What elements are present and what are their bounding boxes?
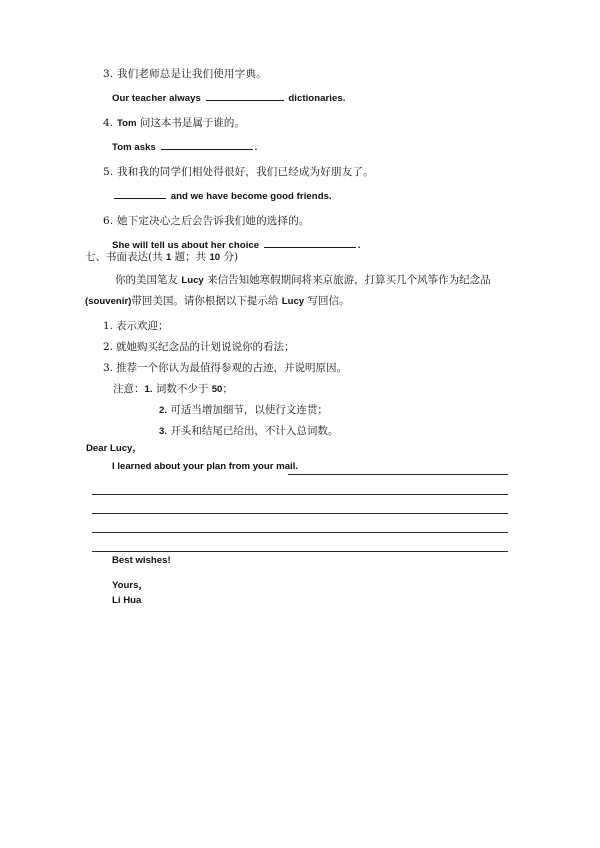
writing-prompt-line-1 [85, 270, 519, 291]
exercise-4-answer-blank[interactable] [161, 139, 253, 150]
exercise-item-3 [92, 62, 522, 111]
exercise-6-english-before: She will tell us about her choice [112, 240, 260, 251]
requirement-2-text: 就她购买纪念品的计划说说你的看法； [116, 341, 295, 353]
letter-closing-best-wishes: Best wishes! [112, 555, 171, 566]
exercise-5-english [92, 185, 522, 209]
exercise-3-answer-blank[interactable] [206, 90, 284, 101]
section-score: 10 [209, 252, 221, 263]
requirement-2-number: 2. [103, 341, 114, 353]
exercise-4-name-token: Tom [117, 118, 137, 129]
note-1-word-count: 50 [211, 384, 223, 395]
exercise-3-english [92, 87, 522, 111]
section-heading-writing [85, 249, 238, 264]
writing-prompt [85, 270, 519, 312]
exercise-4-number: 4. [103, 117, 114, 129]
letter-closing-yours: Yours， [112, 580, 149, 591]
writing-requirements-list [103, 316, 523, 379]
prompt-line1-part-a: 你的美国笔友 [115, 274, 182, 286]
exercise-item-5 [92, 160, 522, 209]
prompt-line1-part-b: 来信告知她寒假期间将来京旅游，打算买几个风筝作为纪念品 [203, 274, 491, 286]
writing-notes-block [113, 379, 513, 442]
exercise-3-english-before: Our teacher always [112, 93, 201, 104]
note-item-1 [113, 379, 513, 400]
note-1-text-b: ； [222, 383, 233, 395]
letter-writing-line-1[interactable] [92, 494, 508, 495]
prompt-penpal-name: Lucy [181, 275, 204, 286]
requirement-1-text: 表示欢迎； [116, 320, 169, 332]
section-question-count: 1 [165, 252, 172, 263]
requirement-item-2 [103, 337, 523, 358]
exercise-6-chinese-text: 她下定决心之后会告诉我们她的选择的。 [117, 215, 310, 227]
note-1-text-a: 词数不少于 [155, 383, 212, 395]
note-1-number: 1. [144, 384, 153, 395]
section-heading-prefix: 七、书面表达(共 [85, 251, 166, 263]
prompt-line2-part-b: 写回信。 [304, 295, 350, 307]
letter-writing-line-3[interactable] [92, 532, 508, 533]
exercise-3-chinese [92, 62, 522, 87]
letter-writing-line-4[interactable] [92, 551, 508, 552]
requirement-item-1 [103, 316, 523, 337]
exercise-5-answer-blank[interactable] [114, 188, 166, 199]
letter-writing-line-0[interactable] [288, 474, 508, 475]
exercise-4-chinese [92, 111, 522, 136]
section-heading-suffix: 分) [220, 251, 239, 263]
exercise-3-english-after: dictionaries. [288, 93, 346, 104]
exercise-4-english-before: Tom asks [112, 142, 156, 153]
note-item-3 [113, 421, 513, 442]
requirement-item-3 [103, 358, 523, 379]
note-item-2 [113, 400, 513, 421]
exercise-3-chinese-text: 我们老师总是让我们使用字典。 [117, 68, 267, 80]
exercise-5-english-after: and we have become good friends. [170, 191, 332, 202]
exercise-5-chinese [92, 160, 522, 185]
exercise-6-chinese [92, 209, 522, 234]
note-2-text: 可适当增加细节，以使行文连贯； [170, 404, 328, 416]
exercise-4-english-after: . [254, 142, 258, 153]
requirement-3-text: 推荐一个你认为最值得参观的古迹，并说明原因。 [116, 362, 347, 374]
note-3-text: 开头和结尾已给出，不计入总词数。 [170, 425, 339, 437]
exercise-item-4 [92, 111, 522, 160]
exercise-6-number: 6. [103, 215, 114, 227]
note-3-number: 3. [159, 426, 168, 437]
exercise-6-answer-blank[interactable] [264, 237, 356, 248]
writing-prompt-line-2 [85, 291, 519, 312]
note-2-number: 2. [159, 405, 168, 416]
exercise-3-number: 3. [103, 68, 114, 80]
exercise-5-chinese-text: 我和我的同学们相处得很好，我们已经成为好朋友了。 [117, 166, 374, 178]
section-heading-middle: 题；共 [171, 251, 210, 263]
letter-salutation: Dear Lucy， [86, 443, 142, 454]
exercise-6-english-after: . [357, 240, 361, 251]
prompt-penpal-name-2: Lucy [281, 296, 305, 307]
exercise-4-chinese-text: 问这本书是属于谁的。 [139, 117, 245, 129]
letter-writing-line-2[interactable] [92, 513, 508, 514]
notes-label: 注意： [113, 383, 145, 395]
letter-opening-sentence: I learned about your plan from your mail. [112, 461, 299, 472]
prompt-line2-part-a: 带回美国。请你根据以下提示给 [131, 295, 282, 307]
prompt-souvenir-gloss: (souvenir) [85, 296, 132, 307]
exercise-4-english [92, 136, 522, 160]
requirement-3-number: 3. [103, 362, 114, 374]
exercise-5-number: 5. [103, 166, 114, 178]
translation-exercise-list [92, 62, 522, 258]
letter-signature-name: Li Hua [112, 595, 142, 606]
requirement-1-number: 1. [103, 320, 114, 332]
